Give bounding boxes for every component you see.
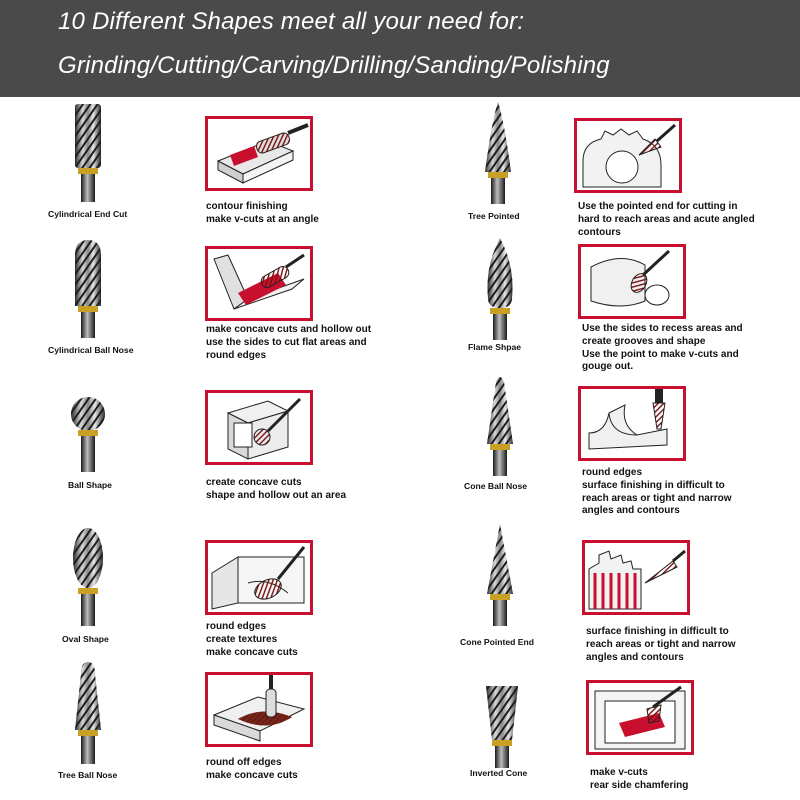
illustration-cone-pointed-end xyxy=(582,540,690,615)
item-name: Flame Shpae xyxy=(468,342,522,352)
illustration-cylindrical-ball-nose xyxy=(205,246,313,321)
tree-ball-nose-bit-icon xyxy=(70,660,106,764)
illustration-ball-shape xyxy=(205,390,313,465)
flame-shape-bit-icon xyxy=(482,236,518,340)
item-name: Cylindrical Ball Nose xyxy=(48,345,134,355)
header-subtitle: Grinding/Cutting/Carving/Drilling/Sanding/Polishing xyxy=(58,52,610,79)
header-title: 10 Different Shapes meet all your need for: xyxy=(58,8,525,35)
inverted-cone-bit-icon xyxy=(482,684,522,768)
item-name: Oval Shape xyxy=(62,634,109,644)
ball-shape-bit-icon xyxy=(70,392,106,472)
item-description: round off edges make concave cuts xyxy=(206,757,298,781)
item-name: Inverted Cone xyxy=(470,768,528,778)
item-description: make v-cuts rear side chamfering xyxy=(590,767,689,791)
item-name: Tree Pointed xyxy=(468,211,520,221)
illustration-inverted-cone xyxy=(586,680,694,755)
item-name: Cone Pointed End xyxy=(460,637,534,647)
item-name: Cone Ball Nose xyxy=(464,481,528,491)
item-description: surface finishing in difficult to reach areas or tight and narrow angles and contours xyxy=(586,626,736,663)
cone-ball-nose-bit-icon xyxy=(482,372,518,476)
item-description: Use the sides to recess areas and create grooves and shape Use the point to make v-cuts and gouge out. xyxy=(582,323,743,373)
item-description: round edges create textures make concave cuts xyxy=(206,621,298,658)
illustration-cylindrical-end-cut xyxy=(205,116,313,191)
illustration-flame-shape xyxy=(578,244,686,319)
oval-shape-bit-icon xyxy=(70,526,106,626)
item-name: Cylindrical End Cut xyxy=(48,209,128,219)
tree-pointed-bit-icon xyxy=(480,100,516,204)
item-description: make concave cuts and hollow out use the sides to cut flat areas and round edges xyxy=(206,324,372,361)
illustration-tree-ball-nose xyxy=(205,672,313,747)
cylindrical-end-cut-bit-icon xyxy=(70,100,106,202)
illustration-cone-ball-nose xyxy=(578,386,686,461)
item-description: Use the pointed end for cutting in hard to reach areas and acute angled contours xyxy=(578,201,755,238)
item-description: round edges surface finishing in difficult to reach areas or tight and narrow angles and contours xyxy=(582,467,732,517)
item-description: contour finishing make v-cuts at an angle xyxy=(206,201,319,225)
illustration-oval-shape xyxy=(205,540,313,615)
header-banner xyxy=(0,0,800,97)
cylindrical-ball-nose-bit-icon xyxy=(70,238,106,338)
item-name: Tree Ball Nose xyxy=(58,770,118,780)
illustration-tree-pointed xyxy=(574,118,682,193)
cone-pointed-end-bit-icon xyxy=(482,522,518,626)
item-description: create concave cuts shape and hollow out an area xyxy=(206,477,347,501)
item-name: Ball Shape xyxy=(68,480,112,490)
